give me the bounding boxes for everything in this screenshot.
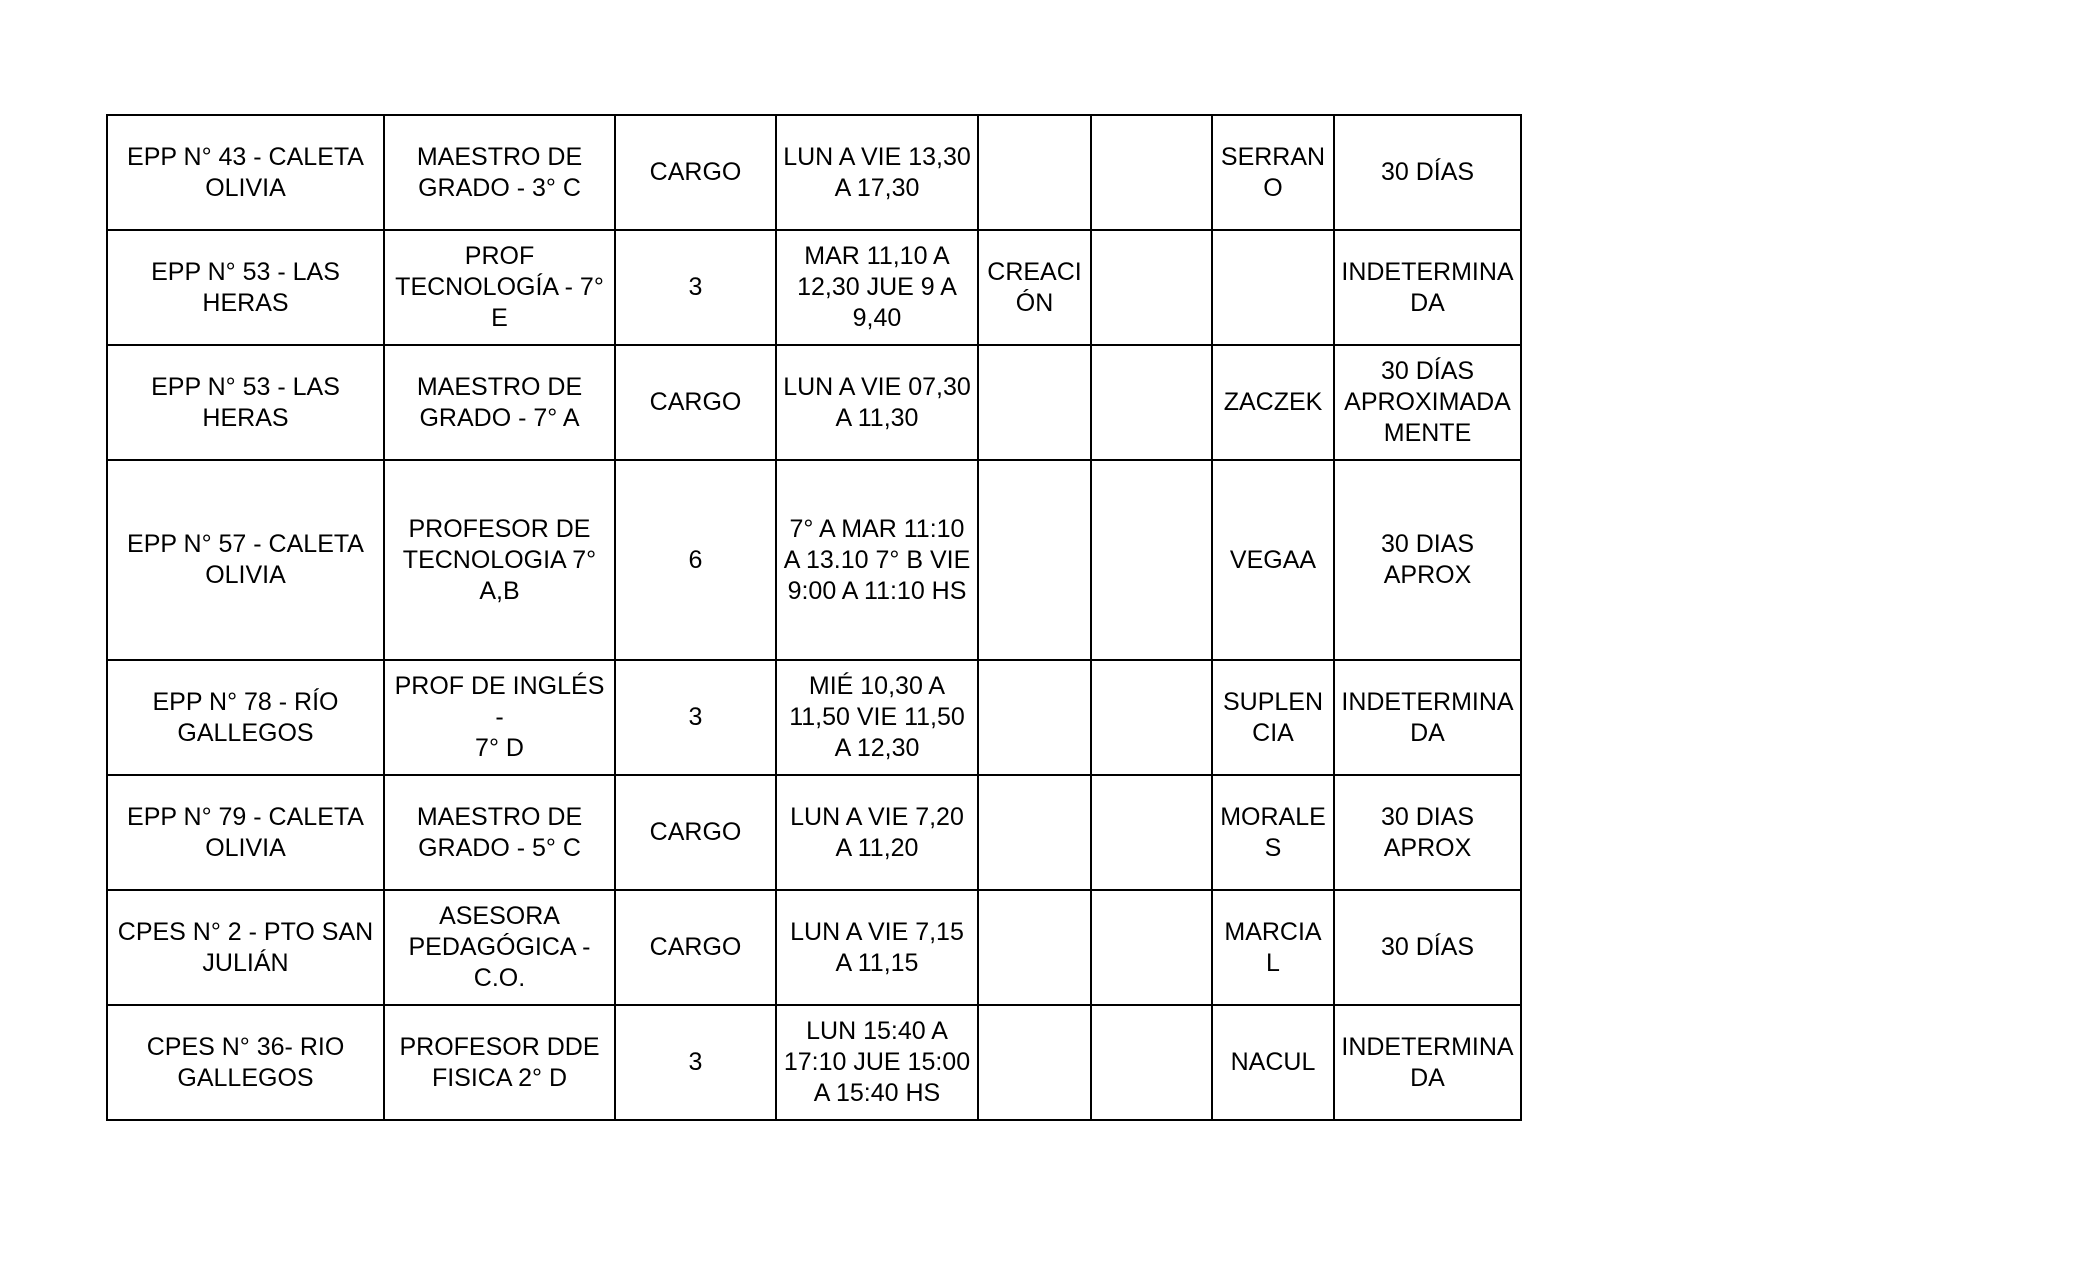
cell-text-line: EPP N° 53 - LAS <box>151 372 340 401</box>
cell-text-line: LUN A VIE 7,15 <box>790 917 964 946</box>
cell-text-line: 30 DIAS <box>1380 802 1475 831</box>
position-cell <box>384 1005 615 1120</box>
cell-text-line: LUN A VIE 07,30 <box>783 372 971 401</box>
cell-text-line: 11,50 VIE 11,50 <box>789 703 965 731</box>
cell-text-line: PROFESOR DE <box>408 514 591 543</box>
cell-text-line: 7° D <box>475 734 524 762</box>
cell-text-line: 7° A MAR 11:10 <box>789 514 965 543</box>
cell-text-line: A 17,30 <box>834 173 920 202</box>
cell-text-line: APROX <box>1383 833 1472 862</box>
cell-text-line: PROFESOR DDE <box>399 1032 600 1061</box>
cell-text-line: DA <box>1410 288 1445 317</box>
school-cell <box>107 345 384 460</box>
cell-text-line: 3 <box>688 273 703 301</box>
school-cell <box>107 660 384 775</box>
cell-text-line: INDETERMINA <box>1341 687 1514 716</box>
duration-cell <box>1334 890 1521 1005</box>
duration-cell <box>1334 460 1521 660</box>
reason-cell <box>978 660 1091 775</box>
reason-cell <box>978 1005 1091 1120</box>
cell-text-line: LUN 15:40 A <box>806 1017 948 1045</box>
cell-text-line: MAESTRO DE <box>416 372 583 401</box>
hours-cell <box>615 775 776 890</box>
schedule-cell <box>776 230 978 345</box>
holder-cell <box>1212 660 1334 775</box>
cell-text-line: EPP N° 43 - CALETA <box>127 142 364 171</box>
duration-cell <box>1334 345 1521 460</box>
holder-cell <box>1212 1005 1334 1120</box>
position-cell <box>384 115 615 230</box>
cell-text-line: DA <box>1410 718 1445 747</box>
schedule-cell <box>776 890 978 1005</box>
cell-text-line: CARGO <box>649 388 742 416</box>
cell-text-line: ZACZEK <box>1223 388 1323 416</box>
cell-text-line: 9:00 A 11:10 HS <box>787 576 967 605</box>
blank-cell <box>1091 1005 1212 1120</box>
table-row <box>107 660 1521 775</box>
school-cell <box>107 460 384 660</box>
cell-text-line: SUPLEN <box>1222 687 1324 716</box>
cell-text-line: A 13.10 7° B VIE <box>783 545 971 574</box>
cell-text-line: APROX <box>1383 561 1472 589</box>
cell-text-line: PROF <box>464 242 535 270</box>
cell-text-line: CARGO <box>649 933 742 961</box>
reason-cell <box>978 890 1091 1005</box>
cell-text-line: 3 <box>688 703 703 731</box>
reason-cell <box>978 460 1091 660</box>
blank-cell <box>1091 775 1212 890</box>
cell-text-line: 30 DÍAS <box>1380 158 1475 186</box>
cell-text-line: TECNOLOGIA 7° <box>402 545 597 574</box>
holder-cell <box>1212 115 1334 230</box>
cell-text-line: O <box>1263 173 1283 202</box>
duration-cell <box>1334 660 1521 775</box>
cell-text-line: SERRAN <box>1220 142 1326 171</box>
cell-text-line: DA <box>1410 1063 1445 1092</box>
cell-text-line: FISICA 2° D <box>431 1063 568 1092</box>
cell-text-line: MAESTRO DE <box>416 802 583 831</box>
schedule-cell <box>776 1005 978 1120</box>
cell-text-line: A 11,15 <box>835 948 919 977</box>
hours-cell <box>615 1005 776 1120</box>
cell-text-line: A 11,30 <box>835 403 919 432</box>
cell-text-line: PEDAGÓGICA - <box>408 933 591 961</box>
cell-text-line: OLIVIA <box>205 561 286 589</box>
blank-cell <box>1091 660 1212 775</box>
school-cell <box>107 775 384 890</box>
cell-text-line: JULIÁN <box>202 948 289 977</box>
cell-text-line: HERAS <box>202 288 289 317</box>
hours-cell <box>615 345 776 460</box>
holder-cell <box>1212 460 1334 660</box>
cell-text-line: GALLEGOS <box>177 718 314 747</box>
cell-text-line: LUN A VIE 13,30 <box>783 142 971 171</box>
cell-text-line: VEGAA <box>1229 545 1317 574</box>
position-cell <box>384 345 615 460</box>
cell-text-line: 3 <box>688 1048 703 1076</box>
table-row <box>107 115 1521 230</box>
cell-text-line: 9,40 <box>852 304 902 332</box>
school-cell <box>107 115 384 230</box>
cell-text-line: NACUL <box>1230 1048 1316 1076</box>
cell-text-line: EPP N° 78 - RÍO <box>152 687 339 716</box>
schedule-cell <box>776 115 978 230</box>
reason-cell <box>978 230 1091 345</box>
hours-cell <box>615 890 776 1005</box>
schedule-cell <box>776 660 978 775</box>
hours-cell <box>615 660 776 775</box>
cell-text-line: EPP N° 57 - CALETA <box>127 530 364 558</box>
position-cell <box>384 230 615 345</box>
holder-cell <box>1212 775 1334 890</box>
cell-text-line: HERAS <box>202 403 289 432</box>
cell-text-line: C.O. <box>473 964 526 992</box>
position-cell <box>384 890 615 1005</box>
cell-text-line: CIA <box>1252 718 1294 747</box>
cell-text-line: ASESORA <box>439 902 560 930</box>
cell-text-line: GRADO - 7° A <box>419 403 580 432</box>
blank-cell <box>1091 115 1212 230</box>
table-row <box>107 345 1521 460</box>
cell-text-line: TECNOLOGÍA - 7° <box>395 273 604 301</box>
cell-text-line: MAESTRO DE <box>416 142 583 171</box>
cell-text-line: GALLEGOS <box>177 1063 314 1092</box>
table-row <box>107 230 1521 345</box>
cell-text-line: CARGO <box>649 158 742 186</box>
cell-text-line: GRADO - 5° C <box>418 833 581 862</box>
holder-cell <box>1212 890 1334 1005</box>
position-cell <box>384 660 615 775</box>
table-row <box>107 775 1521 890</box>
vacancy-table <box>106 114 1522 1121</box>
cell-text-line: INDETERMINA <box>1341 1032 1514 1061</box>
cell-text-line: PROF DE INGLÉS - <box>394 672 605 731</box>
cell-text-line: CARGO <box>649 818 742 846</box>
cell-text-line: A 15:40 HS <box>813 1079 941 1107</box>
cell-text-line: EPP N° 53 - LAS <box>151 257 340 286</box>
blank-cell <box>1091 890 1212 1005</box>
cell-text-line: OLIVIA <box>205 833 286 862</box>
holder-cell <box>1212 345 1334 460</box>
duration-cell <box>1334 230 1521 345</box>
duration-cell <box>1334 1005 1521 1120</box>
cell-text-line: A,B <box>479 576 520 605</box>
cell-text-line: MORALE <box>1220 802 1326 831</box>
position-cell <box>384 775 615 890</box>
hours-cell <box>615 115 776 230</box>
cell-text-line: 30 DIAS <box>1380 530 1475 558</box>
blank-cell <box>1091 460 1212 660</box>
cell-text-line: E <box>491 304 508 332</box>
cell-text-line: CPES N° 36- RIO <box>146 1032 345 1061</box>
cell-text-line: A 11,20 <box>835 833 919 862</box>
reason-cell <box>978 345 1091 460</box>
cell-text-line: 30 DÍAS <box>1380 357 1475 385</box>
cell-text-line: ÓN <box>1015 288 1054 317</box>
schedule-cell <box>776 345 978 460</box>
cell-text-line: EPP N° 79 - CALETA <box>127 802 364 831</box>
school-cell <box>107 890 384 1005</box>
cell-text-line: APROXIMADA <box>1344 388 1511 416</box>
blank-cell <box>1091 230 1212 345</box>
cell-text-line: OLIVIA <box>205 173 286 202</box>
duration-cell <box>1334 775 1521 890</box>
duration-cell <box>1334 115 1521 230</box>
cell-text-line: GRADO - 3° C <box>418 173 581 202</box>
cell-text-line: 12,30 JUE 9 A <box>797 273 957 301</box>
position-cell <box>384 460 615 660</box>
cell-text-line: LUN A VIE 7,20 <box>790 802 964 831</box>
school-cell <box>107 230 384 345</box>
reason-cell <box>978 775 1091 890</box>
school-cell <box>107 1005 384 1120</box>
schedule-cell <box>776 775 978 890</box>
table-row <box>107 460 1521 660</box>
cell-text-line: MAR 11,10 A <box>804 242 950 270</box>
table-body <box>107 115 1521 1120</box>
cell-text-line: CPES N° 2 - PTO SAN <box>117 917 374 946</box>
cell-text-line: 6 <box>688 545 703 574</box>
cell-text-line: 30 DÍAS <box>1380 933 1475 961</box>
table-row <box>107 890 1521 1005</box>
table-row <box>107 1005 1521 1120</box>
cell-text-line: CREACI <box>987 257 1082 286</box>
holder-cell <box>1212 230 1334 345</box>
blank-cell <box>1091 345 1212 460</box>
schedule-cell <box>776 460 978 660</box>
cell-text-line: INDETERMINA <box>1341 257 1514 286</box>
cell-text-line: A 12,30 <box>834 734 920 762</box>
cell-text-line: MIÉ 10,30 A <box>808 672 946 700</box>
hours-cell <box>615 230 776 345</box>
cell-text-line: MENTE <box>1383 419 1472 447</box>
reason-cell <box>978 115 1091 230</box>
cell-text-line: 17:10 JUE 15:00 <box>783 1048 971 1076</box>
hours-cell <box>615 460 776 660</box>
cell-text-line: MARCIAL <box>1224 917 1322 977</box>
cell-text-line: S <box>1264 833 1282 862</box>
